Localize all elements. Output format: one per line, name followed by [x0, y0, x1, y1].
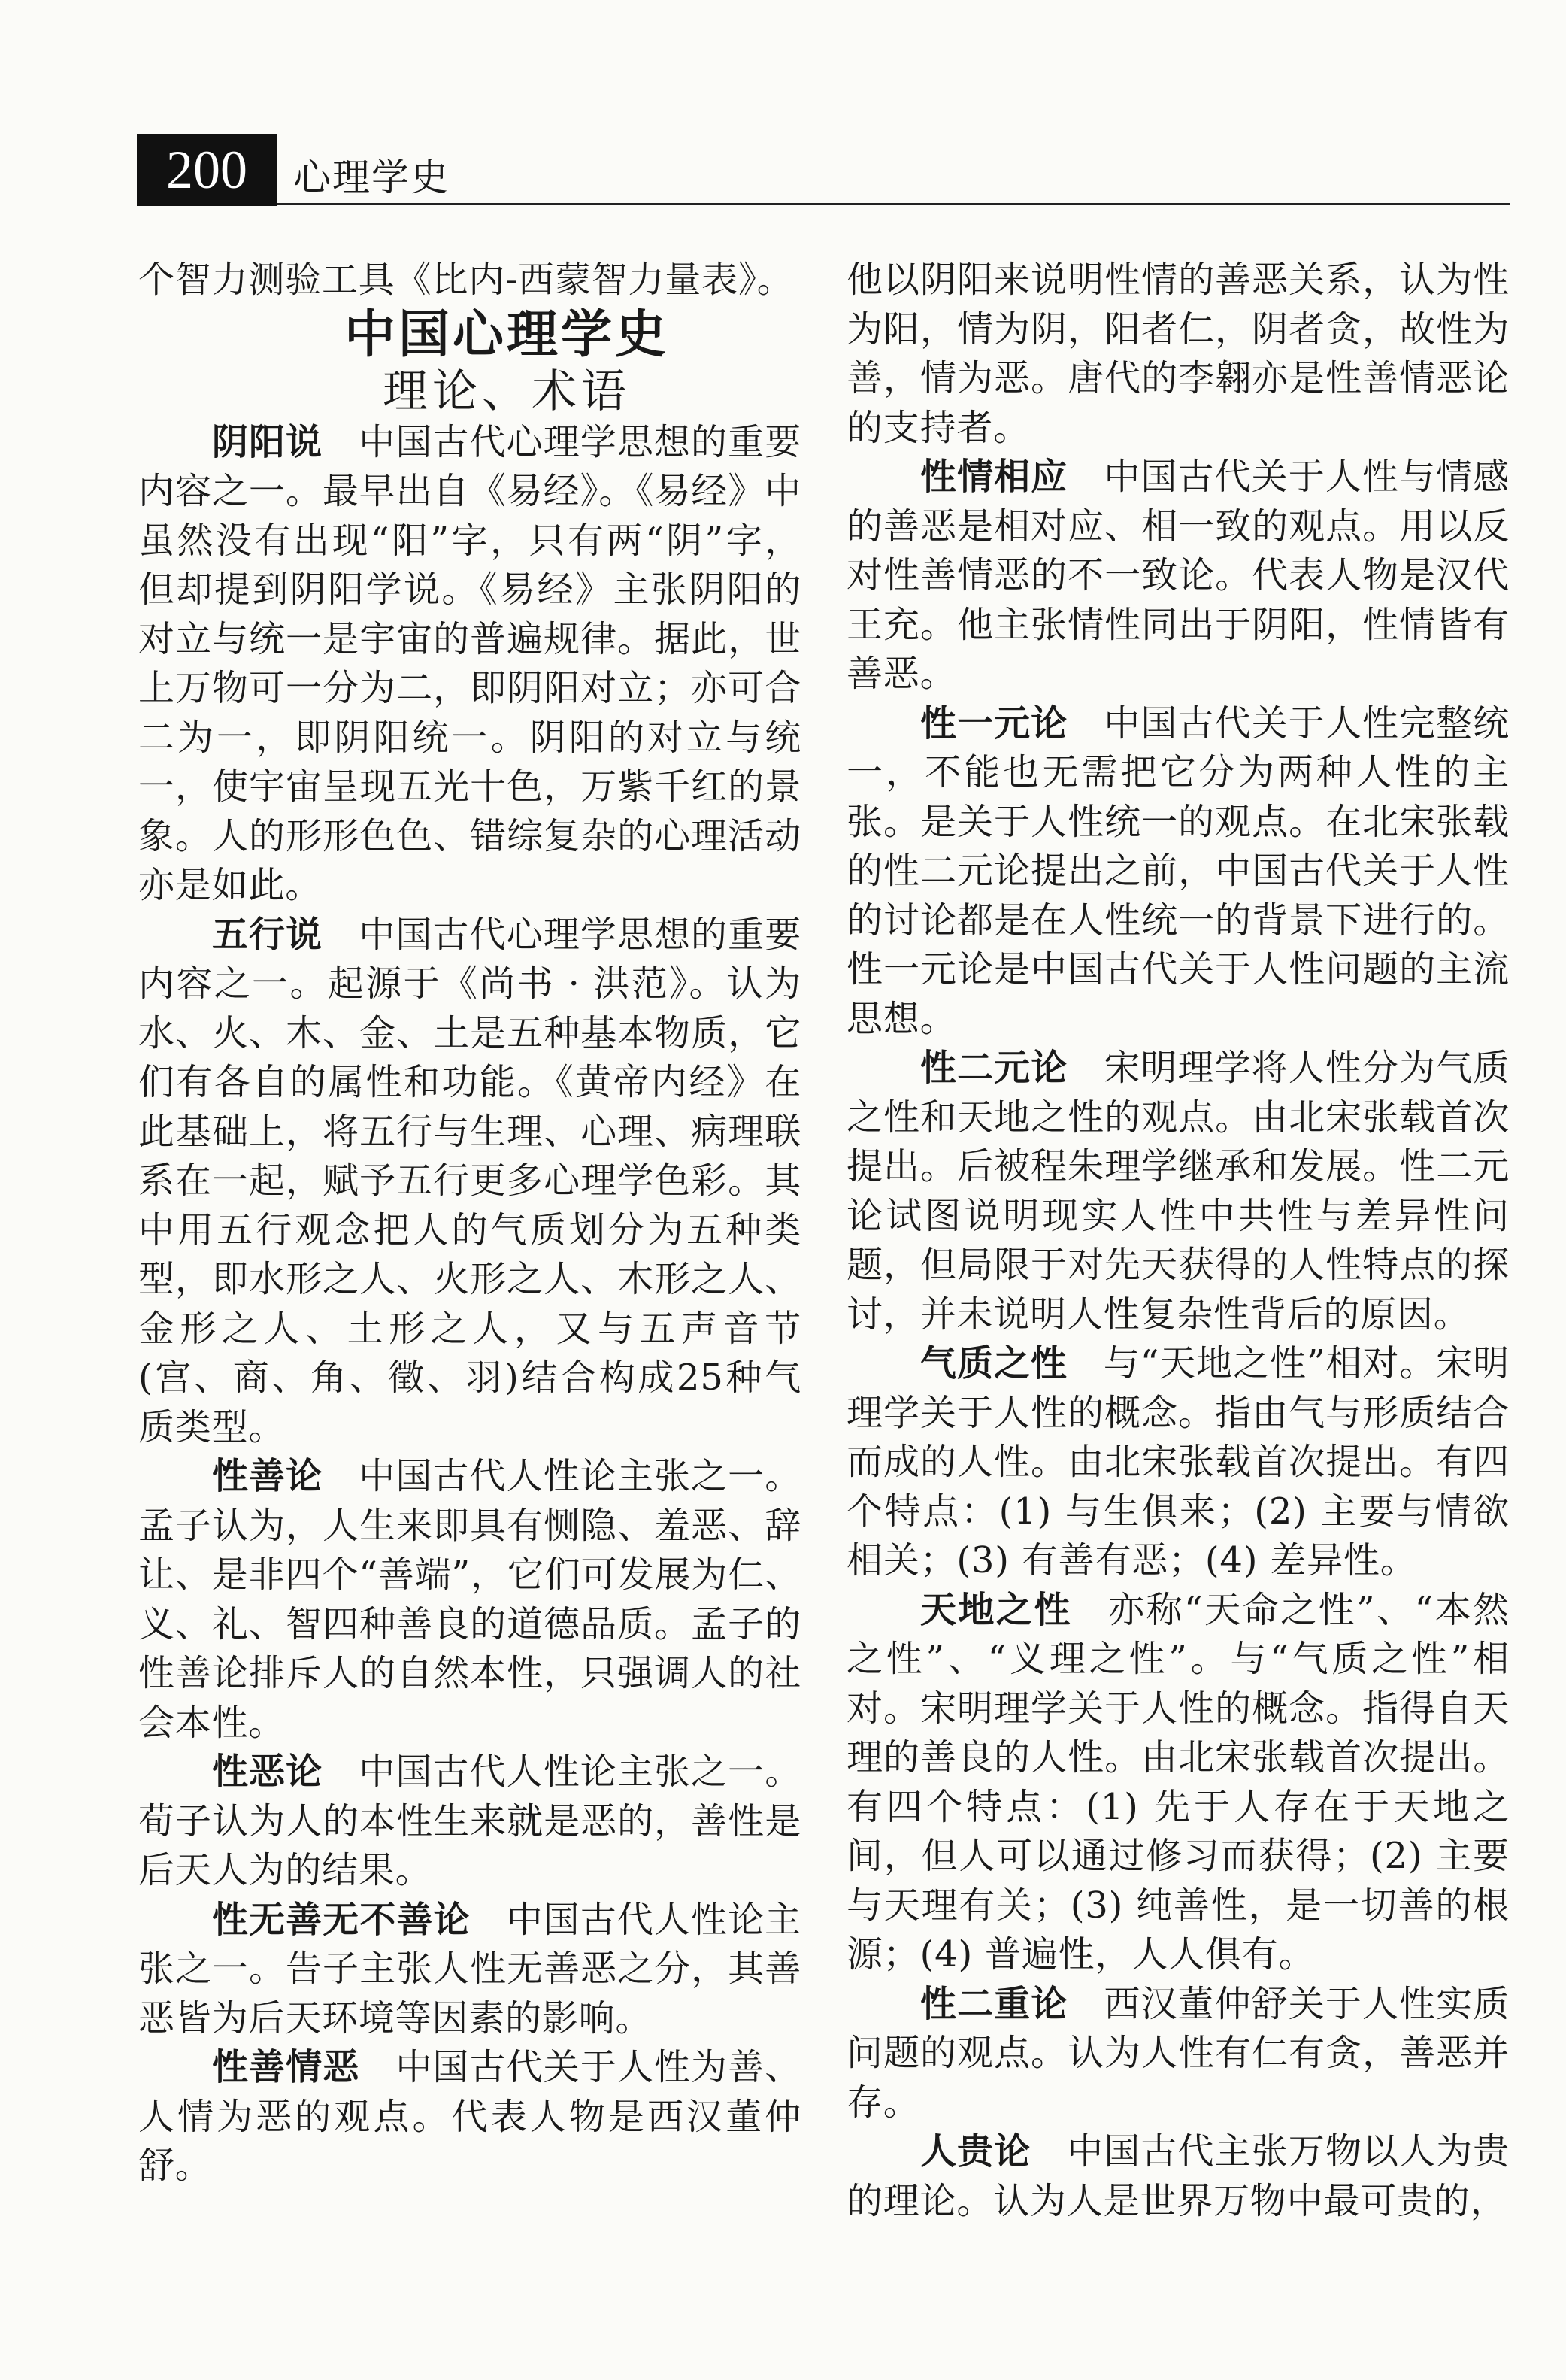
entry: [138, 1452, 801, 1748]
entry: [847, 2127, 1510, 2226]
header-rule: [277, 203, 1510, 205]
entry-text: 中国古代心理学思想的重要内容之一。起源于《尚书 · 洪范》。认为水、火、木、金、土是五种基本物质，它们有各自的属性和功能。《黄帝内经》在此基础上，将五行与生理、心理、病理联系在一起，赋予五行更多心理学色彩。其中用五行观念把人的气质划分为五种类型，即水形之人、火形之人、木形之人、金形之人、土形之人，又与五声音节(宫、商、角、徵、羽)结合构成25种气质类型。: [138, 913, 801, 1448]
entry-text: 亦称“天命之性”、“本然之性”、“义理之性”。与“气质之性”相对。宋明理学关于人性的概念。指得自天理的善良的人性。由北宋张载首次提出。有四个特点：(1) 先于人存在于天地之间，但人可以通过修习而获得；(2) 主要与天理有关；(3) 纯善性，是一切善的根源；(4) 普遍性，人人俱有。: [847, 1588, 1510, 1975]
entry-text: 中国古代关于人性完整统一，不能也无需把它分为两种人性的主张。是关于人性统一的观点。在北宋张载的性二元论提出之前，中国古代关于人性的讨论都是在人性统一的背景下进行的。性一元论是中国古代关于人性问题的主流思想。: [847, 702, 1510, 1040]
entry-term: 性二重论: [920, 1982, 1068, 2025]
entry: [138, 1896, 801, 2044]
left-column: [138, 256, 801, 2191]
entry-text: 中国古代人性论主张之一。孟子认为，人生来即具有恻隐、羞恶、辞让、是非四个“善端”，它们可发展为仁、义、礼、智四种善良的道德品质。孟子的性善论排斥人的自然本性，只强调人的社会本性。: [138, 1455, 801, 1744]
entry-term: 阴阳说: [212, 420, 323, 463]
entry-term: 性一元论: [920, 702, 1068, 744]
entry-text: 中国古代人性论主张之一。告子主张人性无善恶之分，其善恶皆为后天环境等因素的影响。: [138, 1898, 801, 2039]
entry-term: 性恶论: [212, 1751, 323, 1793]
entry: [138, 2043, 801, 2191]
entry: [847, 1044, 1510, 1339]
entry: [138, 418, 801, 911]
entry-term: 性情相应: [920, 456, 1068, 498]
entry-term: 性二元论: [920, 1047, 1068, 1089]
entry-term: 性无善无不善论: [212, 1898, 471, 1941]
entry-term: 性善论: [212, 1455, 323, 1497]
entry: [847, 1586, 1510, 1980]
entry-text: 西汉董仲舒关于人性实质问题的观点。认为人性有仁有贪，善恶并存。: [847, 1982, 1510, 2124]
entry: [847, 699, 1510, 1044]
entry-text: 中国古代关于人性与情感的善恶是相对应、相一致的观点。用以反对性善情恶的不一致论。代表人物是汉代王充。他主张情性同出于阴阳，性情皆有善恶。: [847, 456, 1510, 695]
entry-text: 中国古代人性论主张之一。荀子认为人的本性生来就是恶的，善性是后天人为的结果。: [138, 1751, 801, 1891]
entry: [847, 453, 1510, 699]
entry: [138, 1748, 801, 1896]
continuation-text: 他以阴阳来说明性情的善恶关系，认为性为阳，情为阴，阳者仁，阴者贪，故性为善，情为恶。唐代的李翱亦是性善情恶论的支持者。: [847, 259, 1510, 449]
entry-text: 中国古代主张万物以人为贵的理论。认为人是世界万物中最可贵的，: [847, 2130, 1510, 2222]
entry-term: 气质之性: [920, 1342, 1068, 1384]
section-title: 中国心理学史: [344, 305, 669, 365]
entry: [847, 1339, 1510, 1586]
entry-term: 人贵论: [920, 2130, 1031, 2172]
continuation-text: 个智力测验工具《比内-西蒙智力量表》。: [138, 259, 794, 301]
right-column: [847, 256, 1510, 2226]
running-title: 心理学史: [293, 156, 450, 199]
entry-term: 性善情恶: [212, 2046, 360, 2088]
entry-text: 宋明理学将人性分为气质之性和天地之性的观点。由北宋张载首次提出。后被程朱理学继承和发展。性二元论试图说明现实人性中共性与差异性问题，但局限于对先天获得的人性特点的探讨，并未说明人性复杂性背后的原因。: [847, 1047, 1510, 1336]
entry-text: 中国古代关于人性为善、人情为恶的观点。代表人物是西汉董仲舒。: [138, 2046, 801, 2187]
entry: [847, 1980, 1510, 2128]
entry-text: 中国古代心理学思想的重要内容之一。最早出自《易经》。《易经》中虽然没有出现“阳”字，只有两“阴”字，但却提到阴阳学说。《易经》主张阴阳的对立与统一是宇宙的普遍规律。据此，世上万物可一分为二，即阴阳对立；亦可合二为一，即阴阳统一。阴阳的对立与统一，使宇宙呈现五光十色，万紫千红的景象。人的形形色色、错综复杂的心理活动亦是如此。: [138, 420, 801, 906]
section-subtitle: 理论、术语: [383, 365, 631, 418]
entry: [138, 911, 801, 1453]
entry-term: 五行说: [212, 913, 323, 956]
page-number: 200: [137, 134, 277, 206]
entry-term: 天地之性: [920, 1588, 1073, 1631]
entry-text: 与“天地之性”相对。宋明理学关于人性的概念。指由气与形质结合而成的人性。由北宋张载首次提出。有四个特点：(1) 与生俱来；(2) 主要与情欲相关；(3) 有善有恶；(4) 差异性。: [847, 1342, 1510, 1581]
